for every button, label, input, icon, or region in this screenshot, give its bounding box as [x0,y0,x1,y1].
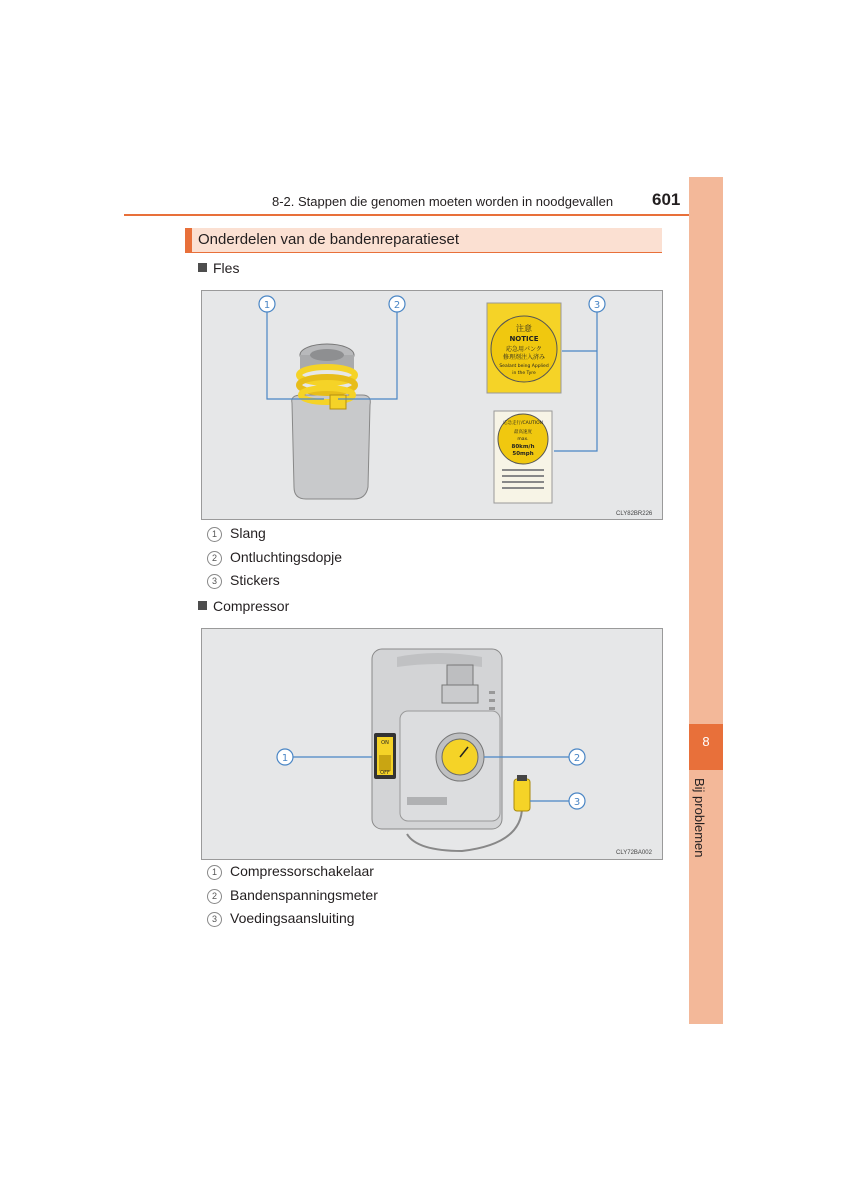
bottle-callout-1: 1 [263,300,271,311]
sticker2-line3: max. [517,437,529,442]
chapter-title: 8-2. Stappen die genomen moeten worden in noodgevallen [272,194,614,209]
list-item [207,572,280,589]
section-title: Onderdelen van de bandenreparatieset [198,231,460,248]
item-label: Bandenspanningsmeter [230,887,378,903]
item-number: 1 [207,527,222,542]
switch-off-label: OFF [380,770,390,776]
bottle-callout-3: 3 [593,300,601,311]
chapter-label: Bij problemen [692,778,707,858]
sticker1-line3: 応急用パンク [506,346,542,353]
compressor-heading-text: Compressor [213,598,290,614]
item-number: 1 [207,865,222,880]
switch-on-label: ON [381,740,389,746]
header-rule [124,214,722,216]
list-item [207,525,266,542]
sticker2-line4: 80km/h [511,444,535,450]
sticker1-line1: 注意 [516,324,532,333]
item-label: Stickers [230,572,280,588]
page-number: 601 [652,190,681,209]
sticker1-line5: Sealant being Applied [499,364,549,369]
sticker2-line2: 最高速度 [514,430,532,435]
list-item [207,910,355,927]
bottle-figure [201,290,663,520]
sticker1-line2: NOTICE [509,335,539,343]
item-label: Slang [230,525,266,541]
bottle-callout-2: 2 [393,300,401,311]
item-label: Ontluchtingsdopje [230,549,343,565]
bottle-heading-text: Fles [213,260,240,276]
square-bullet-icon [198,263,207,272]
section-heading [185,228,662,253]
item-label: Voedingsaansluiting [230,910,355,926]
list-item [207,863,374,880]
side-tab-upper [689,177,723,724]
sticker2-line5: 50mph [512,451,534,457]
sticker1-line4: 修理剤注入済み [502,354,546,361]
list-item [207,887,378,904]
item-label: Compressorschakelaar [230,863,374,879]
bottle-figure-code: CLY82BR226 [616,511,653,517]
compressor-illustration [202,629,664,861]
compressor-figure [201,628,663,860]
item-number: 2 [207,889,222,904]
list-item [207,549,342,566]
compressor-heading [198,598,289,614]
item-number: 3 [207,912,222,927]
item-number: 2 [207,551,222,566]
compressor-figure-code: CLY72BA002 [616,850,652,856]
bottle-heading [198,260,239,276]
compressor-callout-2: 2 [573,753,581,764]
chapter-number-tab[interactable]: 8 [689,724,723,770]
item-number: 3 [207,574,222,589]
compressor-callout-3: 3 [573,797,581,808]
sticker1-line6: in the Tyre [512,371,536,376]
sticker2-line1: 応急走行/CAUTION [502,421,544,426]
compressor-callout-1: 1 [281,753,289,764]
square-bullet-icon [198,601,207,610]
bottle-illustration [202,291,664,521]
